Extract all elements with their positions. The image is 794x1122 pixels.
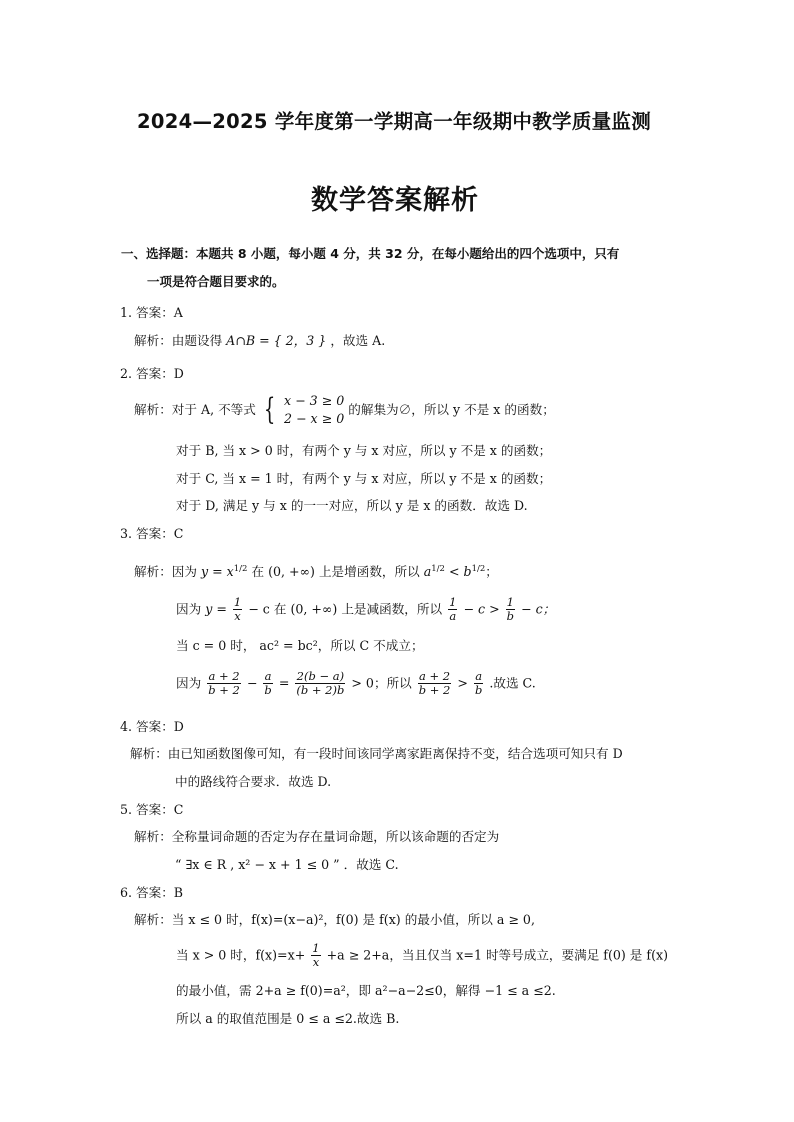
q2-inequality-system xyxy=(284,392,344,428)
q4-analysis-line1: 解析：由已知函数图像可知，有一段时间该同学离家距离保持不变，结合选项可知只有 D xyxy=(130,746,623,761)
q3-l2-y: y = xyxy=(205,601,227,617)
q3-l2-frac-1-b xyxy=(506,596,515,623)
q3-l2-frac-1-x xyxy=(233,596,242,623)
q1-answer: 1. 答案：A xyxy=(120,305,183,320)
q6-l2-frac-num: 1 xyxy=(312,941,320,955)
q6-analysis-line1: 解析：当 x ≤ 0 时，f(x)=(x−a)²，f(0) 是 f(x) 的最小值，所以 a ≥ 0, xyxy=(134,912,535,927)
q3-l1-mid: 在 (0, +∞) 上是增函数，所以 xyxy=(251,564,420,580)
q6-l2-frac xyxy=(311,942,320,969)
q3-l4-eq: = xyxy=(278,675,290,691)
q3-l4-end: .故选 C. xyxy=(489,675,536,691)
q2-inequality-2: 2 − x ≥ 0 xyxy=(283,411,345,426)
q6-l2-frac-den: x xyxy=(312,955,320,969)
q3-l2-end: − c； xyxy=(521,601,556,617)
q3-l4-gt: > xyxy=(457,675,468,691)
q6-l2-tail: +a ≥ 2+a，当且仅当 x=1 时等号成立，要满足 f(0) 是 f(x) xyxy=(326,947,668,963)
q2-analysis-a-tail: 的解集为∅，所以 y 不是 x 的函数； xyxy=(348,402,555,417)
q5-analysis-line1: 解析：全称量词命题的否定为存在量词命题，所以该命题的否定为 xyxy=(134,829,500,844)
q3-answer: 3. 答案：C xyxy=(120,526,184,541)
q3-l4-frac-2 xyxy=(263,670,272,697)
q3-line3: 当 c = 0 时， ac² = bc²，所以 C 不成立； xyxy=(176,638,424,653)
q1-analysis-tail: ，故选 A. xyxy=(330,333,386,348)
q2-inequality-1: x − 3 ≥ 0 xyxy=(283,393,345,408)
q3-l2-frac-den: x xyxy=(234,609,241,623)
q3-l2-frac-1-a xyxy=(448,596,457,623)
q2-analysis-prefix: 解析：对于 A, 不等式 xyxy=(134,402,256,417)
q3-l4-frac4-den: b + 2 xyxy=(418,683,451,697)
q4-analysis-line2: 中的路线符合要求．故选 D. xyxy=(175,774,332,789)
q1-set-expression: A∩B = { 2，3 } xyxy=(226,333,327,348)
q1-analysis xyxy=(134,332,385,350)
q6-analysis-line3: 的最小值，需 2+a ≥ f(0)=a²，即 a²−a−2≤0，解得 −1 ≤ a ≤2. xyxy=(176,983,556,998)
q3-l1-end: ； xyxy=(485,564,498,580)
q2-analysis-a xyxy=(134,392,555,428)
q2-analysis-d: 对于 D, 满足 y 与 x 的一一对应，所以 y 是 x 的函数．故选 D. xyxy=(176,498,528,513)
section-heading-line2: 一项是符合题目要求的。 xyxy=(147,274,285,289)
q1-analysis-prefix: 解析：由题设得 xyxy=(134,333,223,348)
q3-l1-b: < b xyxy=(448,564,472,580)
q6-l2-prefix: 当 x > 0 时，f(x)=x+ xyxy=(176,947,306,963)
q3-l4-frac1-num: a + 2 xyxy=(208,669,240,683)
q3-l2-frac-num: 1 xyxy=(233,595,242,609)
q3-l2-prefix: 因为 xyxy=(176,601,202,617)
q3-l2-gt: − c > xyxy=(463,601,500,617)
q3-l1-prefix: 解析：因为 xyxy=(134,564,197,580)
q3-l4-frac3-den: (b + 2)b xyxy=(296,683,345,697)
q2-analysis-b: 对于 B, 当 x > 0 时，有两个 y 与 x 对应，所以 y 不是 x 的函数； xyxy=(176,443,552,458)
q5-analysis-line2: “ ∃x ∈ R , x² − x + 1 ≤ 0 ” ．故选 C. xyxy=(175,857,399,872)
q3-line1 xyxy=(134,560,498,581)
q3-l1-a-exp: 1/2 xyxy=(431,564,445,574)
q3-l1-a: a xyxy=(423,564,432,580)
q6-analysis-line2 xyxy=(176,942,668,969)
q3-l4-frac-5 xyxy=(474,670,483,697)
q3-l1-exponent: 1/2 xyxy=(233,564,248,574)
q3-l4-frac5-num: a xyxy=(475,669,483,683)
q3-l4-frac-1 xyxy=(207,670,241,697)
q3-l2-frac-b-den: b xyxy=(506,609,515,623)
q3-l4-frac-4 xyxy=(418,670,452,697)
q3-l4-frac4-num: a + 2 xyxy=(419,669,451,683)
q3-l2-frac-a-num: 1 xyxy=(449,595,457,609)
q3-l4-frac3-num: 2(b − a) xyxy=(296,669,345,683)
q4-answer: 4. 答案：D xyxy=(120,719,184,734)
q3-l4-gt0: > 0；所以 xyxy=(351,675,412,691)
q3-l4-minus: − xyxy=(246,675,258,691)
exam-title: 2024—2025 学年度第一学期高一年级期中教学质量监测 xyxy=(137,110,652,133)
q3-line4 xyxy=(176,670,536,697)
q3-l4-frac2-num: a xyxy=(264,669,272,683)
q6-answer: 6. 答案：B xyxy=(120,885,184,900)
q2-analysis-c: 对于 C, 当 x = 1 时，有两个 y 与 x 对应，所以 y 不是 x 的函数； xyxy=(176,471,552,486)
q2-answer: 2. 答案：D xyxy=(120,366,184,381)
q5-answer: 5. 答案：C xyxy=(120,802,184,817)
q3-l2-frac-a-den: a xyxy=(449,609,457,623)
section-heading-line1: 一、选择题：本题共 8 小题，每小题 4 分，共 32 分，在每小题给出的四个选项中，只有 xyxy=(121,246,620,261)
q3-l4-frac2-den: b xyxy=(264,683,272,697)
q3-l1-b-exp: 1/2 xyxy=(471,564,486,574)
q3-line2 xyxy=(176,596,555,623)
q3-l2-mid: − c 在 (0, +∞) 上是减函数，所以 xyxy=(248,601,443,617)
document-title: 数学答案解析 xyxy=(311,185,479,216)
q3-l4-prefix: 因为 xyxy=(176,675,202,691)
q6-analysis-line4: 所以 a 的取值范围是 0 ≤ a ≤2.故选 B. xyxy=(176,1011,400,1026)
q3-l4-frac1-den: b + 2 xyxy=(208,683,240,697)
q3-l4-frac-3 xyxy=(295,670,345,697)
q3-l1-expr: y = x xyxy=(200,564,234,580)
q3-l2-frac-b-num: 1 xyxy=(506,595,514,609)
q2-brace: { xyxy=(263,392,276,427)
q3-l4-frac5-den: b xyxy=(474,683,483,697)
